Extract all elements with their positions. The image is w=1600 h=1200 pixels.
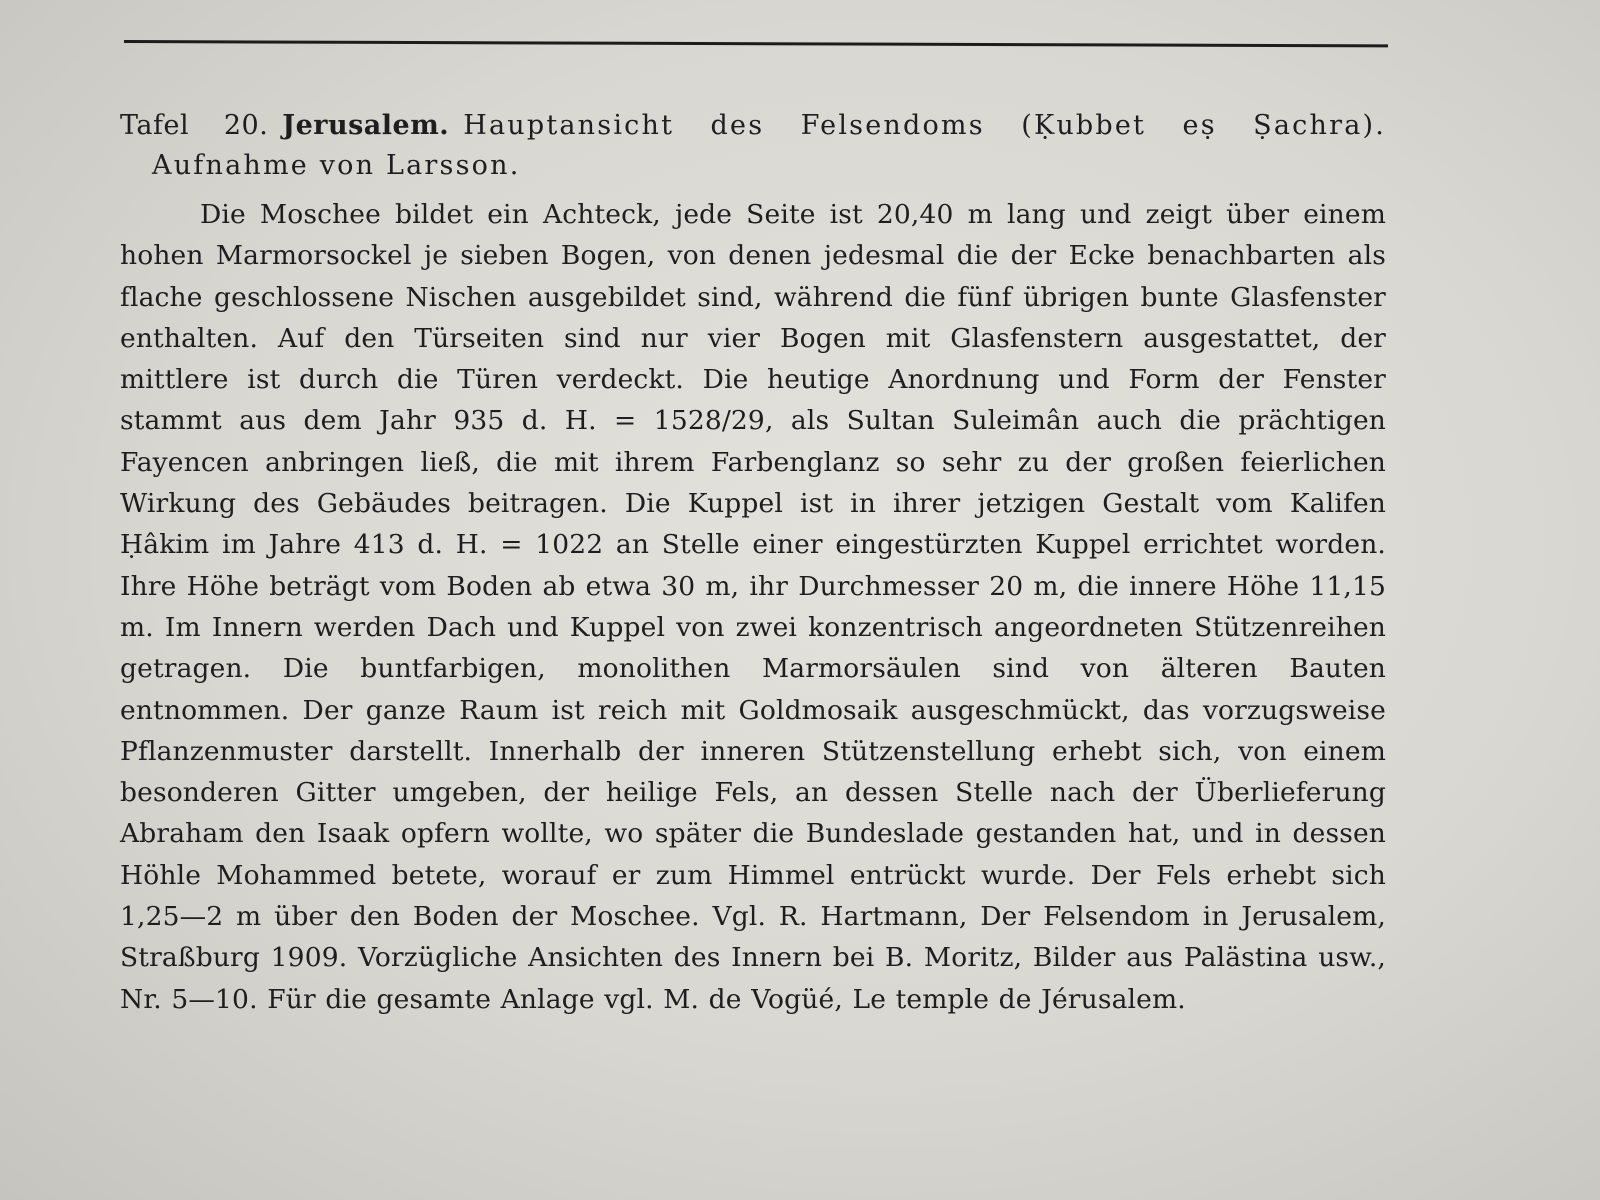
body-paragraph: Die Moschee bildet ein Achteck, jede Seite ist 20,40 m lang und zeigt über einem hohen Marmorsockel je sieben Bogen, von denen jedesmal die der Ecke benachbarten als flache geschlossene Nischen ausgebildet sind, während die fünf übrigen bunte Glasfenster enthalten. Auf den Türseiten sind nur vier Bogen mit Glasfenstern ausgestattet, der mittlere ist durch die Türen verdeckt. Die heutige Anordnung und Form der Fenster stammt aus dem Jahr 935 d. H. = 1528/29, als Sultan Suleimân auch die prächtigen Fayencen anbringen ließ, die mit ihrem Farbenglanz so sehr zu der großen feierlichen Wirkung des Gebäudes beitragen. Die Kuppel ist in ihrer jetzigen Gestalt vom Kalifen Ḥâkim im Jahre 413 d. H. = 1022 an Stelle einer eingestürzten Kuppel errichtet worden. Ihre Höhe beträgt vom Boden ab etwa 30 m, ihr Durchmesser 20 m, die innere Höhe 11,15 m. Im Innern werden Dach und Kuppel von zwei konzentrisch angeordneten Stützenreihen getragen. Die buntfarbigen, monolithen Marmorsäulen sind von älteren Bauten entnommen. Der ganze Raum ist reich mit Goldmosaik ausgeschmückt, das vorzugsweise Pflanzenmuster darstellt. Innerhalb der inneren Stützenstellung erhebt sich, von einem besonderen Gitter umgeben, der heilige Fels, an dessen Stelle nach der Überlieferung Abraham den Isaak opfern wollte, wo später die Bundeslade gestanden hat, und in dessen Höhle Mohammed betete, worauf er zum Himmel entrückt wurde. Der Fels erhebt sich 1,25—2 m über den Boden der Moschee. Vgl. R. Hartmann, Der Felsendom in Jerusalem, Straßburg 1909. Vorzügliche Ansichten des Innern bei B. Moritz, Bilder aus Palästina usw., Nr. 5—10. Für die gesamte Anlage vgl. M. de Vogüé, Le temple de Jérusalem. [120, 199, 1386, 1015]
place-name: Jerusalem. [282, 110, 450, 141]
plate-title: Hauptansicht des Felsendoms (Ḳubbet eṣ Ṣachra). Aufnahme von Larsson. [152, 110, 1387, 181]
top-rule [124, 40, 1388, 47]
plate-caption [120, 106, 1386, 186]
plate-label: Tafel 20. [120, 110, 269, 141]
text-block [120, 106, 1386, 1020]
